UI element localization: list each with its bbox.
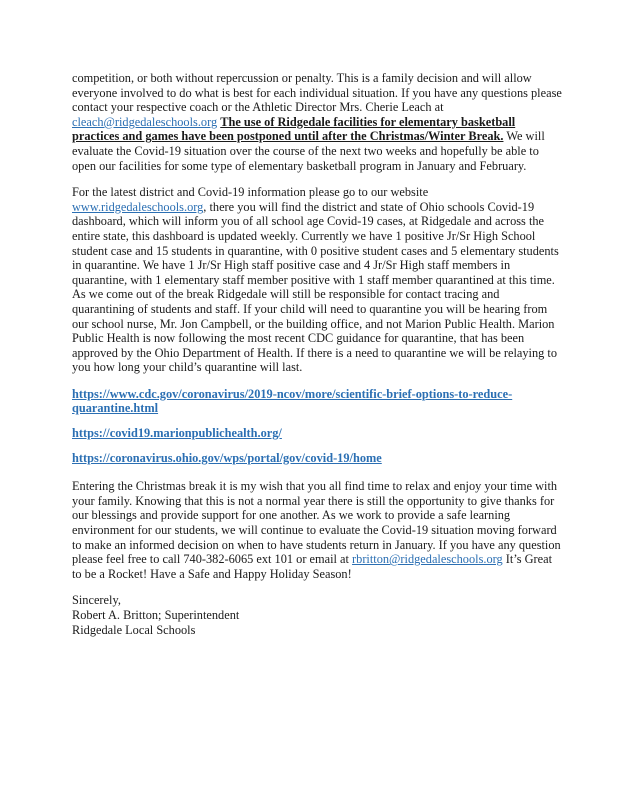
ohio-covid-link-paragraph [72,451,562,466]
signature-name: Robert A. Britton; Superintendent [72,608,240,622]
paragraph-text: For the latest district and Covid-19 information please go to our website [72,185,429,200]
marion-health-link-paragraph [72,426,562,441]
signature-organization: Ridgedale Local Schools [72,622,196,637]
cdc-link-paragraph [72,387,562,416]
marion-health-link[interactable]: https://covid19.marionpublichealth.org/ [72,426,282,441]
paragraph-text: Entering the Christmas break it is my wish that you all find time to relax and enjoy your time with your family. Knowing that this is not a normal year there is still the opportunity to give thanks for our blessings and provide support for one another. As we work to provide a safe learning environment for our students, we will continue to evaluate the Covid-19 situation moving forward to make an informed decision on when to have students return in January. If you have any question please feel free to call 740-382-6065 ext 101 or email at [72,479,561,567]
paragraph-text: We will evaluate the Covid-19 situation over the course of the next two weeks and hopefully be able to open our facilities for some type of elementary basketball program in January and February. [72,129,545,173]
website-link[interactable]: www.ridgedaleschools.org [72,199,204,214]
basketball-postponed-notice: The use of Ridgedale facilities for elementary basketball practices and games have been postponed until after the Christmas/Winter Break. [72,114,516,144]
signature-block [72,593,562,637]
paragraph-holiday [72,479,562,581]
paragraph-covid-info [72,185,562,375]
paragraph-athletics [72,71,562,173]
email-link-cleach[interactable]: cleach@ridgedaleschools.org [72,114,218,129]
paragraph-text: It’s Great to be a Rocket! Have a Safe and Happy Holiday Season! [72,552,553,581]
paragraph-text: competition, or both without repercussion or penalty. This is a family decision and will allow everyone involved to do what is best for each individual situation. If you have any questions please contact your respective coach or the Athletic Director Mrs. Cherie Leach at [72,71,562,115]
cdc-link[interactable]: https://www.cdc.gov/coronavirus/2019-ncov/more/scientific-brief-options-to-reduce-quarantine.html [72,386,513,416]
signature-closing: Sincerely, [72,593,121,608]
email-link-rbritton[interactable]: rbritton@ridgedaleschools.org [352,552,503,567]
paragraph-text: , there you will find the district and state of Ohio schools Covid-19 dashboard, which will inform you of all school age Covid-19 cases, at Ridgedale and across the entire state, this dashboard is updated weekly. Currently we have 1 positive Jr/Sr High School student case and 15 students in quarantine, with 0 positive student cases and 5 elementary students in quarantine. We have 1 Jr/Sr High staff positive case and 4 Jr/Sr High staff members in quarantine, with 1 elementary staff member positive with 1 staff member quarantined at this time. As we come out of the break Ridgedale will still be responsible for contact tracing and quarantining of students and staff. If your child will need to quarantine you will be hearing from our school nurse, Mr. Jon Campbell, or the building office, and not Marion Public Health. Marion Public Health is now following the most recent CDC guidance for quarantine, that has been approved by the Ohio Department of Health. If there is a need to quarantine we will be relaying to you how long your child’s quarantine will last. [72,199,559,375]
ohio-covid-link[interactable]: https://coronavirus.ohio.gov/wps/portal/gov/covid-19/home [72,450,382,465]
letter-page [72,71,562,637]
